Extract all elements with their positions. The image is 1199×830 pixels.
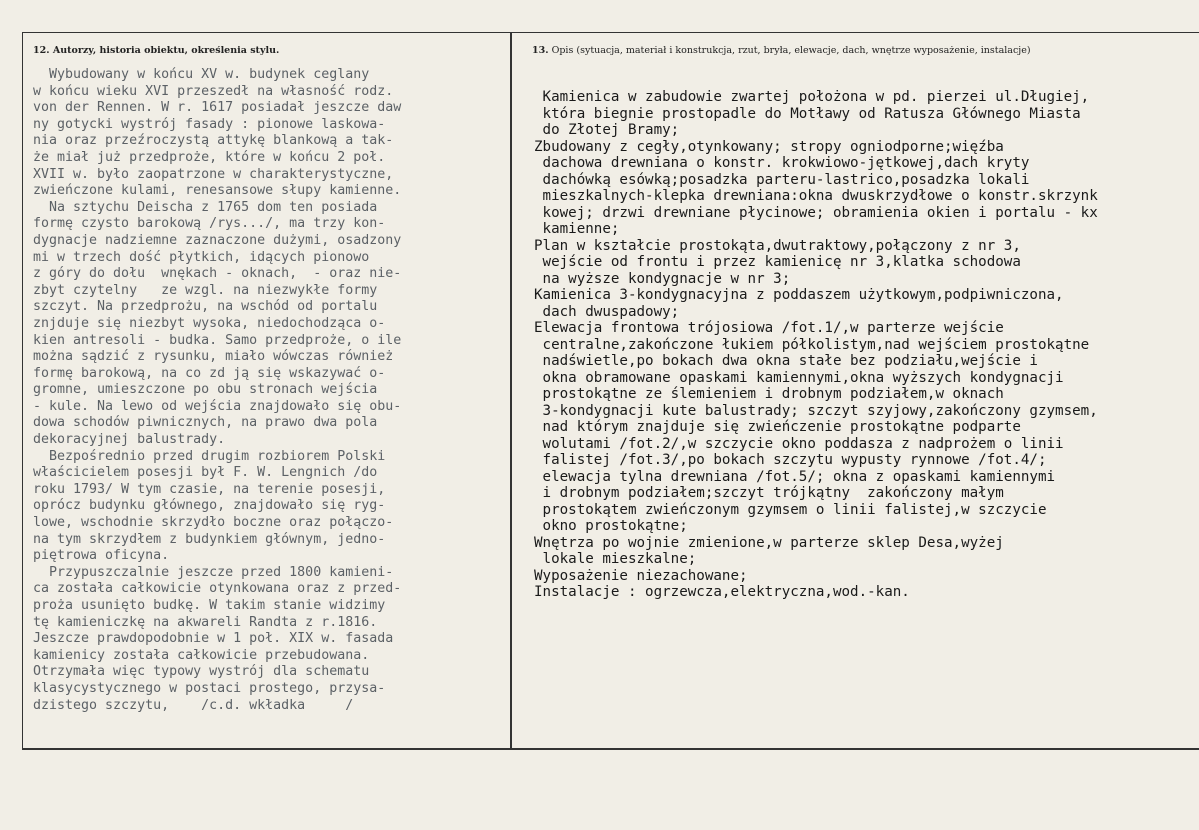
history-text-line: Przypuszczalnie jeszcze przed 1800 kamieni-	[33, 564, 394, 580]
section-13-title: Opis (sytuacja, materiał i konstrukcja, rzut, bryła, elewacje, dach, wnętrze wyposażenie, instalacje)	[551, 45, 1031, 56]
history-text-line: Bezpośrednio przed drugim rozbiorem Polski	[33, 448, 386, 464]
history-text-line: Na sztychu Deischa z 1765 dom ten posiada	[33, 199, 378, 215]
history-text-line: formę barokową, na co zd ją się wskazywać o-	[33, 365, 386, 381]
history-text-line: proża usunięto budkę. W takim stanie widzimy	[33, 598, 386, 613]
description-text-line: Wnętrza po wojnie zmienione,w parterze sklep Desa,wyżej	[534, 534, 1004, 551]
description-text-line: wolutami /fot.2/,w szczycie okno poddasza z nadprożem o linii	[534, 435, 1064, 452]
history-text-line: dowa schodów piwnicznych, na prawo dwa pola	[33, 415, 378, 431]
history-text-line: nia oraz przeźroczystą attykę blankową a tak-	[33, 133, 394, 149]
history-text-line: ny gotycki wystrój fasady : pionowe laskowa-	[33, 116, 386, 132]
description-text-column	[534, 89, 1196, 601]
frame-top-rule	[22, 32, 1199, 33]
history-text-line: klasycystycznego w postaci prostego, przysa-	[33, 680, 386, 696]
description-text-line: nadświetle,po bokach dwa okna stałe bez podziału,wejście i	[534, 353, 1038, 369]
history-text-line: Wybudowany w końcu XV w. budynek ceglany	[33, 67, 370, 82]
history-text-line: tę kamieniczkę na akwareli Randta z r.1816.	[33, 614, 378, 630]
history-text-line: że miał już przedproże, które w końcu 2 poł.	[33, 149, 386, 165]
history-text-line: kamienicy została całkowicie przebudowana.	[33, 647, 370, 663]
history-text-line: znjduje się niezbyt wysoka, niedochodząca o-	[33, 315, 386, 331]
history-text-line: właścicielem posesji był F. W. Lengnich /do	[33, 465, 378, 481]
history-text-line: z góry do dołu wnękach - oknach, - oraz nie-	[33, 266, 402, 282]
description-text-line: kamienne;	[534, 221, 620, 237]
description-text-line: prostokątem zwieńczonym gzymsem o linii falistej,w szczycie	[534, 501, 1047, 518]
description-text-line: dachówką esówką;posadzka parteru-lastrico,posadzka lokali	[534, 171, 1030, 188]
history-text-line: roku 1793/ W tym czasie, na terenie posesji,	[33, 481, 386, 497]
description-text-line: Plan w kształcie prostokąta,dwutraktowy,połączony z nr 3,	[534, 237, 1021, 254]
description-text-line: okna obramowane opaskami kamiennymi,okna wyższych kondygnacji	[534, 369, 1064, 386]
description-text-line: wejście od frontu i przez kamienicę nr 3,klatka schodowa	[534, 254, 1021, 270]
description-text-line: i drobnym podziałem;szczyt trójkątny zakończony małym	[534, 485, 1004, 501]
description-text-line: centralne,zakończone łukiem półkolistym,nad wejściem prostokątne	[534, 336, 1090, 353]
description-text-line: lokale mieszkalne;	[534, 551, 697, 567]
history-text-line: - kule. Na lewo od wejścia znajdowało się obu-	[33, 398, 402, 414]
history-text-column	[33, 67, 511, 714]
history-text-line: formę czysto barokową /rys.../, ma trzy kon-	[33, 216, 386, 232]
description-text-line: na wyższe kondygnacje w nr 3;	[534, 270, 791, 287]
description-text-line: do Złotej Bramy;	[534, 122, 680, 138]
description-text-line: która biegnie prostopadle do Motławy od Ratusza Głównego Miasta	[534, 105, 1081, 122]
description-text-line: dachowa drewniana o konstr. krokwiowo-jętkowej,dach kryty	[534, 155, 1030, 171]
description-text-line: dach dwuspadowy;	[534, 303, 680, 320]
section-13-number: 13.	[532, 45, 549, 56]
history-text-line: szczyt. Na przedprożu, na wschód od portalu	[33, 299, 378, 315]
history-text-line: na tym skrzydłem z budynkiem głównym, jedno-	[33, 531, 386, 547]
description-text-line: elewacja tylna drewniana /fot.5/; okna z opaskami kamiennymi	[534, 468, 1056, 485]
description-text-line: mieszkalnych-klepka drewniana:okna dwuskrzydłowe o konstr.skrzynk	[534, 188, 1098, 204]
description-text-line: Kamienica 3-kondygnacyjna z poddaszem użytkowym,podpiwniczona,	[534, 287, 1064, 303]
history-text-line: mi w trzech dość płytkich, idących pionowo	[33, 249, 370, 265]
history-text-line: dygnacje nadziemne zaznaczone dużymi, osadzony	[33, 232, 402, 248]
history-text-line: można sądzić z rysunku, miało wówczas również	[33, 349, 394, 365]
section-13-heading	[532, 45, 1031, 56]
history-text-line: gromne, umieszczone po obu stronach wejścia	[33, 382, 378, 398]
frame-left-rule	[22, 32, 23, 749]
description-text-line: Instalacje : ogrzewcza,elektryczna,wod.-kan.	[534, 584, 910, 600]
description-text-line: nad którym znajduje się zwieńczenie prostokątne podparte	[534, 419, 1021, 435]
description-text-line: 3-kondygnacji kute balustrady; szczyt szyjowy,zakończony gzymsem,	[534, 402, 1098, 419]
history-text-line: kien antresoli - budka. Samo przedproże, o ile	[33, 332, 402, 348]
description-text-line: falistej /fot.3/,po bokach szczytu wypusty rynnowe /fot.4/;	[534, 452, 1047, 468]
description-text-line: Wyposażenie niezachowane;	[534, 567, 748, 584]
description-text-line: Zbudowany z cegły,otynkowany; stropy ogniodporne;więźba	[534, 138, 1004, 155]
description-text-line: Kamienica w zabudowie zwartej położona w pd. pierzei ul.Długiej,	[534, 89, 1090, 105]
description-text-line: okno prostokątne;	[534, 518, 688, 534]
frame-bottom-rule	[22, 748, 1199, 750]
history-text-line: zwieńczone kulami, renesansowe słupy kamienne.	[33, 183, 402, 199]
history-text-line: lowe, wschodnie skrzydło boczne oraz połączo-	[33, 515, 394, 531]
history-text-line: dzistego szczytu, /c.d. wkładka /	[33, 697, 354, 713]
description-text-line: kowej; drzwi drewniane płycinowe; obramienia okien i portalu - kx	[534, 204, 1098, 221]
history-text-line: Otrzymała więc typowy wystrój dla schematu	[33, 664, 370, 680]
description-text-line: prostokątne ze ślemieniem i drobnym podziałem,w oknach	[534, 386, 1004, 402]
history-text-line: oprócz budynku głównego, znajdowało się ryg-	[33, 498, 386, 514]
description-text-line: Elewacja frontowa trójosiowa /fot.1/,w parterze wejście	[534, 320, 1004, 336]
section-12-heading: 12. Autorzy, historia obiektu, określenia stylu.	[33, 45, 280, 56]
history-text-line: w końcu wieku XVI przeszedł na własność rodz.	[33, 83, 394, 99]
history-text-line: piętrowa oficyna.	[33, 548, 170, 564]
history-text-line: von der Rennen. W r. 1617 posiadał jeszcze daw	[33, 100, 402, 116]
history-text-line: XVII w. było zaopatrzone w charakterystyczne,	[33, 166, 394, 182]
history-text-line: Jeszcze prawdopodobnie w 1 poł. XIX w. fasada	[33, 631, 394, 647]
history-text-line: zbyt czytelny ze wzgl. na niezwykłe formy	[33, 282, 378, 298]
history-text-line: dekoracyjnej balustrady.	[33, 432, 226, 448]
history-text-line: ca została całkowicie otynkowana oraz z przed-	[33, 581, 402, 597]
